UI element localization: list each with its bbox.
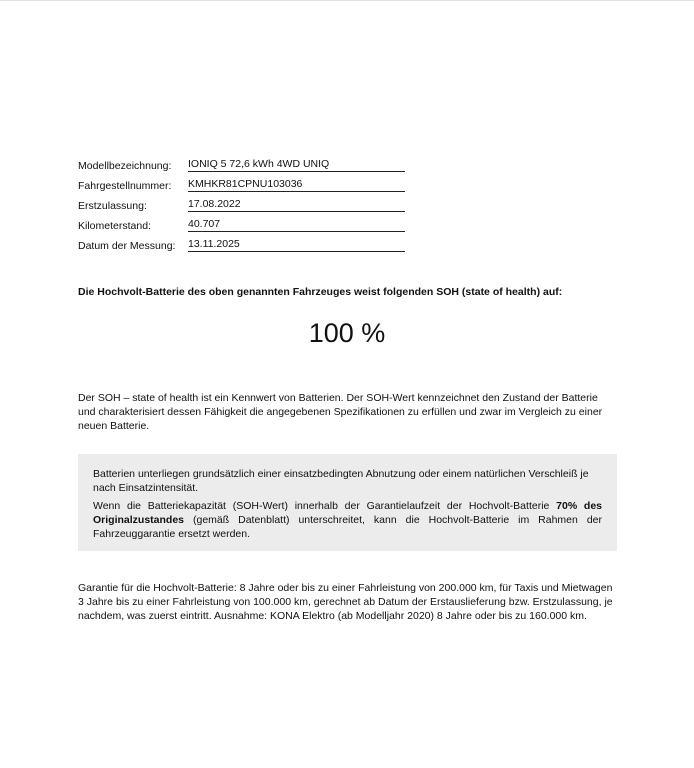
soh-intro: Die Hochvolt-Batterie des oben genannten Fahrzeuges weist folgenden SOH (state of health) auf:: [78, 286, 563, 298]
warranty-notice-box: [78, 454, 617, 551]
field-row-measure-date: [78, 232, 408, 252]
notice-replacement: [93, 499, 602, 541]
field-label: Erstzulassung:: [78, 200, 147, 212]
field-value-mileage: 40.707: [188, 218, 405, 232]
field-label: Datum der Messung:: [78, 240, 176, 252]
warranty-terms: Garantie für die Hochvolt-Batterie: 8 Jahre oder bis zu einer Fahrleistung von 200.000 km, für Taxis und Mietwagen 3 Jahre bis zu einer Fahrleistung von 100.000 km, gerechnet ab Datum der Erstauslieferung bzw. Erstzulassung, je nachdem, was zuerst eintritt. Ausnahme: KONA Elektro (ab Modelljahr 2020) 8 Jahre oder bis zu 160.000 km.: [78, 582, 613, 622]
field-value-model: IONIQ 5 72,6 kWh 4WD UNIQ: [188, 158, 405, 172]
notice-text: (gemäß Datenblatt) unterschreitet, kann die Hochvolt-Batterie im Rahmen der Fahrzeuggarantie ersetzt werden.: [93, 514, 602, 540]
field-row-mileage: [78, 212, 408, 232]
field-label: Fahrgestellnummer:: [78, 180, 172, 192]
notice-text: Wenn die Batteriekapazität (SOH-Wert) innerhalb der Garantielaufzeit der Hochvolt-Batterie: [93, 500, 557, 512]
field-label: Modellbezeichnung:: [78, 160, 172, 172]
field-value-registration: 17.08.2022: [188, 198, 405, 212]
field-row-vin: [78, 172, 408, 192]
field-value-vin: KMHKR81CPNU103036: [188, 178, 405, 192]
vehicle-info: [78, 152, 408, 252]
field-row-registration: [78, 192, 408, 212]
notice-wear: Batterien unterliegen grundsätzlich einer einsatzbedingten Abnutzung oder einem natürlichen Verschleiß je nach Einsatzintensität.: [93, 468, 589, 494]
page-top-edge: [0, 0, 694, 1]
field-label: Kilometerstand:: [78, 220, 151, 232]
field-row-model: [78, 152, 408, 172]
notice-threshold: 70% des Originalzustandes: [93, 500, 603, 526]
field-value-measure-date: 13.11.2025: [188, 238, 405, 252]
soh-definition: Der SOH – state of health ist ein Kennwert von Batterien. Der SOH-Wert kennzeichnet den Zustand der Batterie und charakterisiert dessen Fähigkeit die angegebenen Spezifikationen zu erfüllen und zwar im Vergleich zu einer neuen Batterie.: [78, 392, 603, 432]
soh-value: 100 %: [308, 318, 386, 348]
